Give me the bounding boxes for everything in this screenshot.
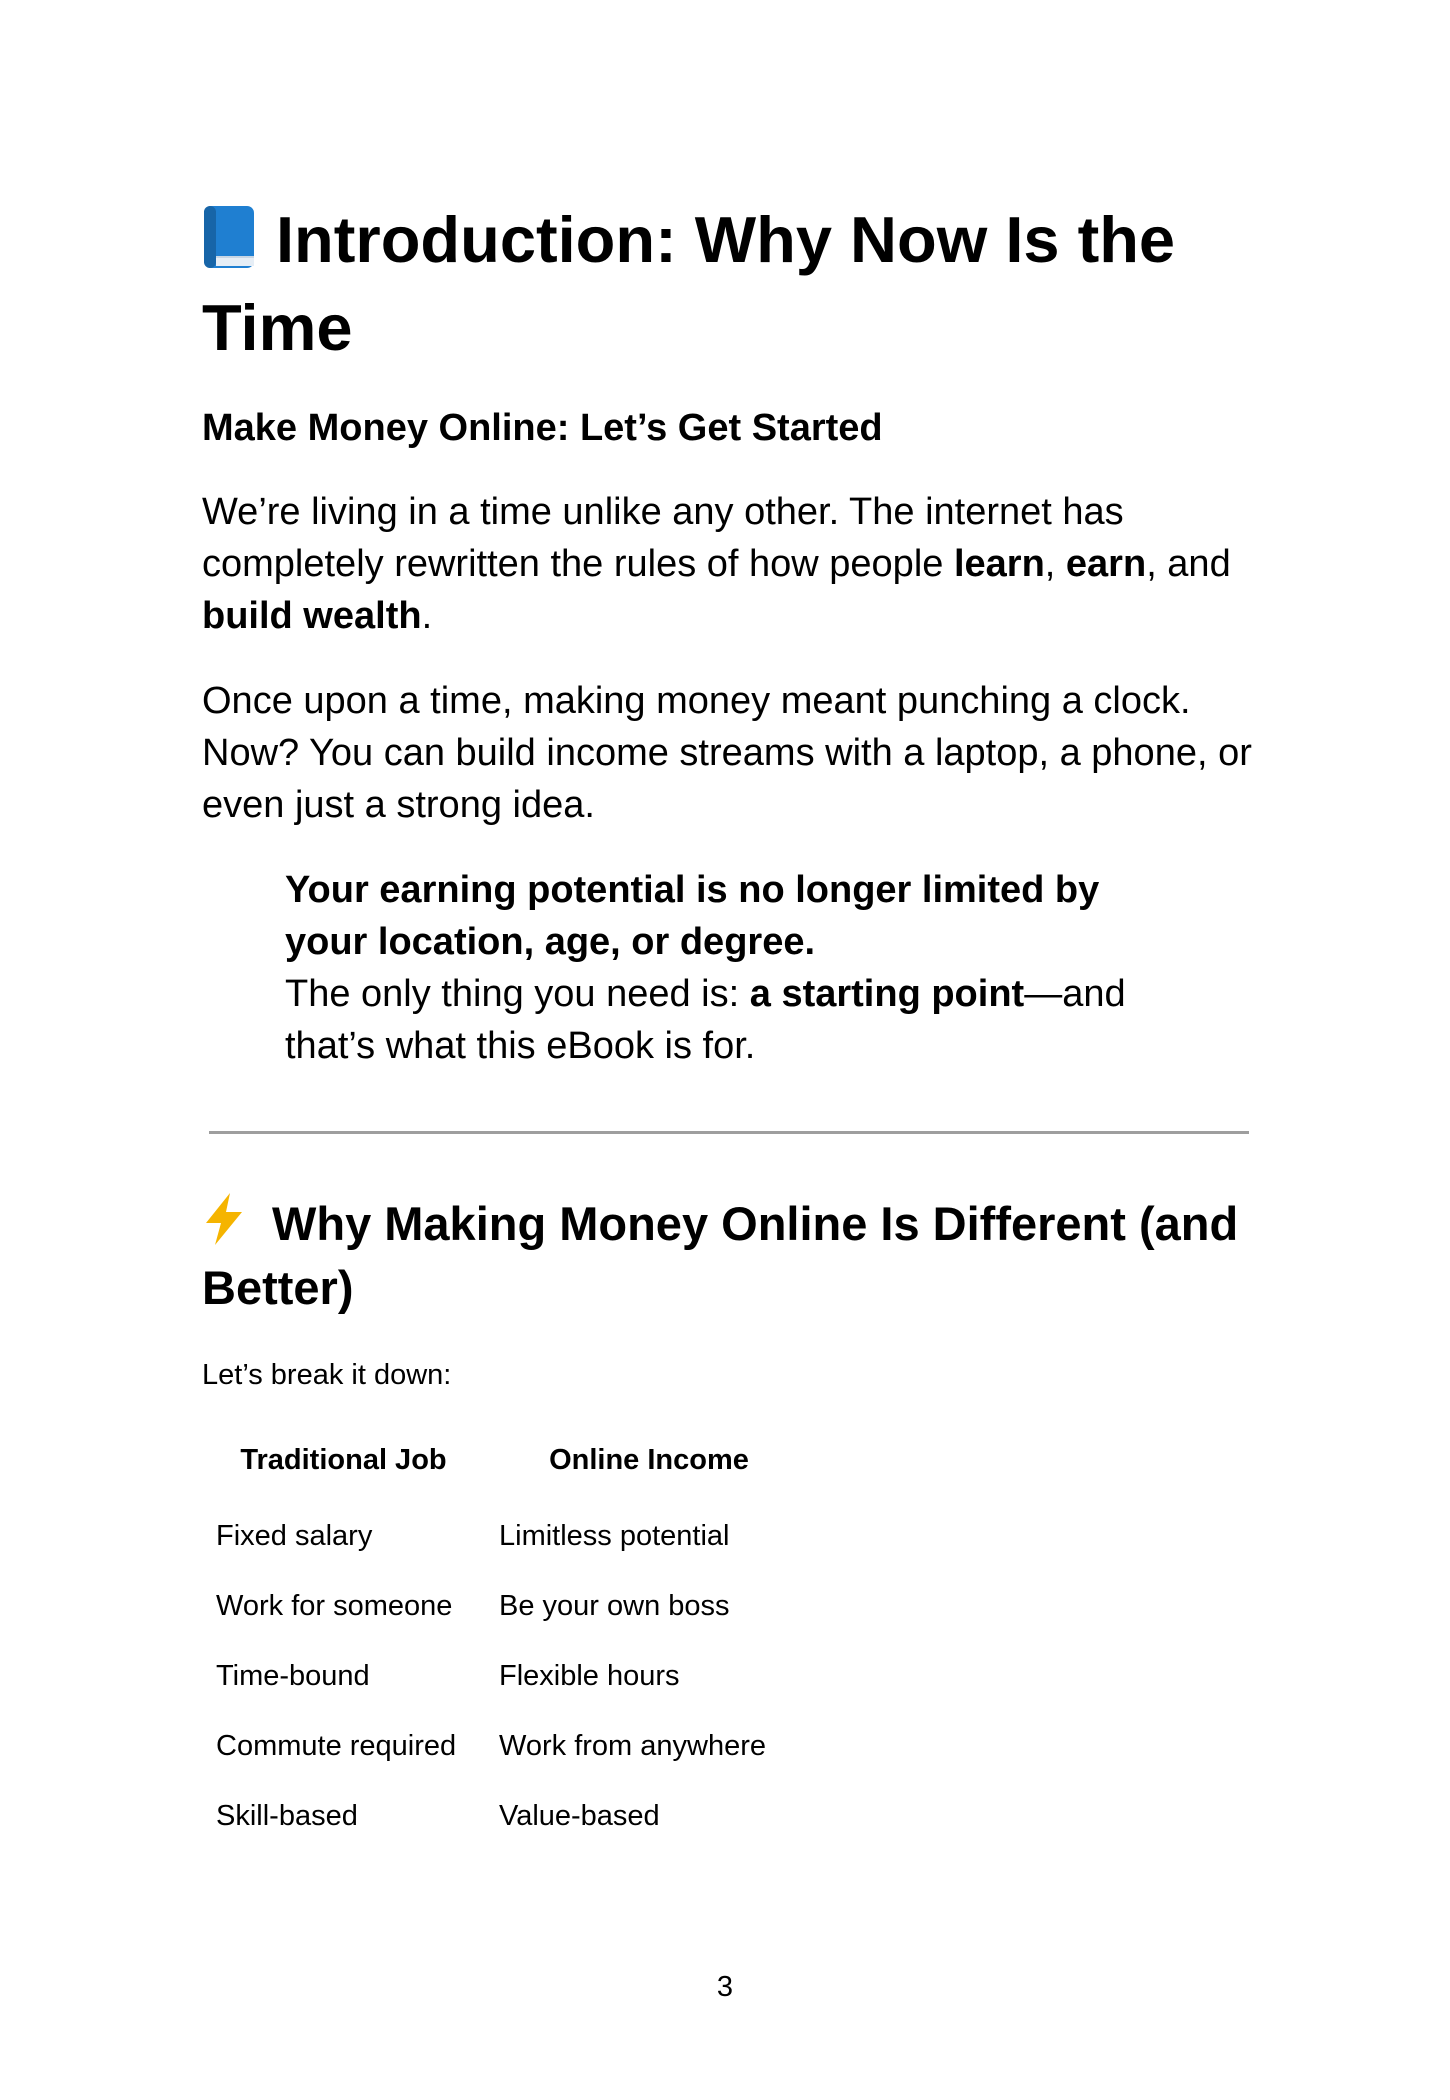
callout-text: [285, 968, 1185, 1072]
table-row: [202, 1644, 813, 1714]
intro-text: ,: [1044, 543, 1066, 585]
table-cell: Skill-based: [216, 1800, 358, 1832]
table-row: [202, 1574, 813, 1644]
section-heading-text: Why Making Money Online Is Different (and Better): [202, 1197, 1239, 1314]
intro-text: Now? You can build income streams with a laptop, a phone, or even just a strong idea.: [202, 732, 1252, 826]
callout-text-end: —and that’s what this eBook is for.: [285, 973, 1126, 1067]
comparison-table: [202, 1434, 813, 1854]
table-cell: Flexible hours: [499, 1660, 680, 1692]
emphasis-build-wealth: build wealth: [202, 595, 422, 637]
emphasis-earn: earn: [1065, 543, 1147, 585]
lightning-bolt-icon: [202, 1192, 246, 1246]
column-header-traditional-job: Traditional Job: [240, 1444, 447, 1476]
table-cell: Time-bound: [216, 1660, 370, 1692]
page-number: 3: [716, 1971, 734, 2003]
chapter-subtitle: Make Money Online: Let’s Get Started: [202, 407, 883, 449]
table-cell: Value-based: [499, 1800, 660, 1832]
intro-text: We’re living in a time unlike any other. The internet has completely rewritten the rules of how people: [202, 491, 1124, 585]
intro-text: Once upon a time, making money meant punching a clock.: [202, 680, 1191, 722]
table-cell: Limitless potential: [499, 1520, 730, 1552]
intro-paragraph-1: [202, 486, 1262, 642]
blue-book-icon: [202, 204, 256, 270]
emphasis-starting-point: a starting point: [749, 973, 1025, 1015]
table-cell: Work for someone: [216, 1590, 453, 1622]
emphasis-learn: learn: [953, 543, 1045, 585]
table-cell: Work from anywhere: [499, 1730, 766, 1762]
section-lead: Let’s break it down:: [202, 1359, 452, 1391]
table-cell: Commute required: [216, 1730, 457, 1762]
table-row: [202, 1714, 813, 1784]
intro-text: .: [421, 595, 433, 637]
table-row: [202, 1504, 813, 1574]
section-heading: [202, 1192, 1282, 1320]
intro-paragraph-2: [202, 675, 1262, 831]
section-divider: [209, 1131, 1249, 1134]
column-header-online-income: Online Income: [549, 1444, 749, 1476]
intro-text: , and: [1146, 543, 1231, 585]
callout-text-start: The only thing you need is:: [285, 973, 750, 1015]
table-cell: Fixed salary: [216, 1520, 373, 1552]
callout-quote: [285, 864, 1185, 1072]
callout-strong-text: Your earning potential is no longer limited by your location, age, or degree.: [285, 869, 1100, 963]
table-cell: Be your own boss: [499, 1590, 730, 1622]
table-header-row: [202, 1434, 813, 1504]
table-row: [202, 1784, 813, 1854]
chapter-heading: [202, 196, 1262, 372]
chapter-heading-text: Introduction: Why Now Is the Time: [202, 203, 1176, 364]
